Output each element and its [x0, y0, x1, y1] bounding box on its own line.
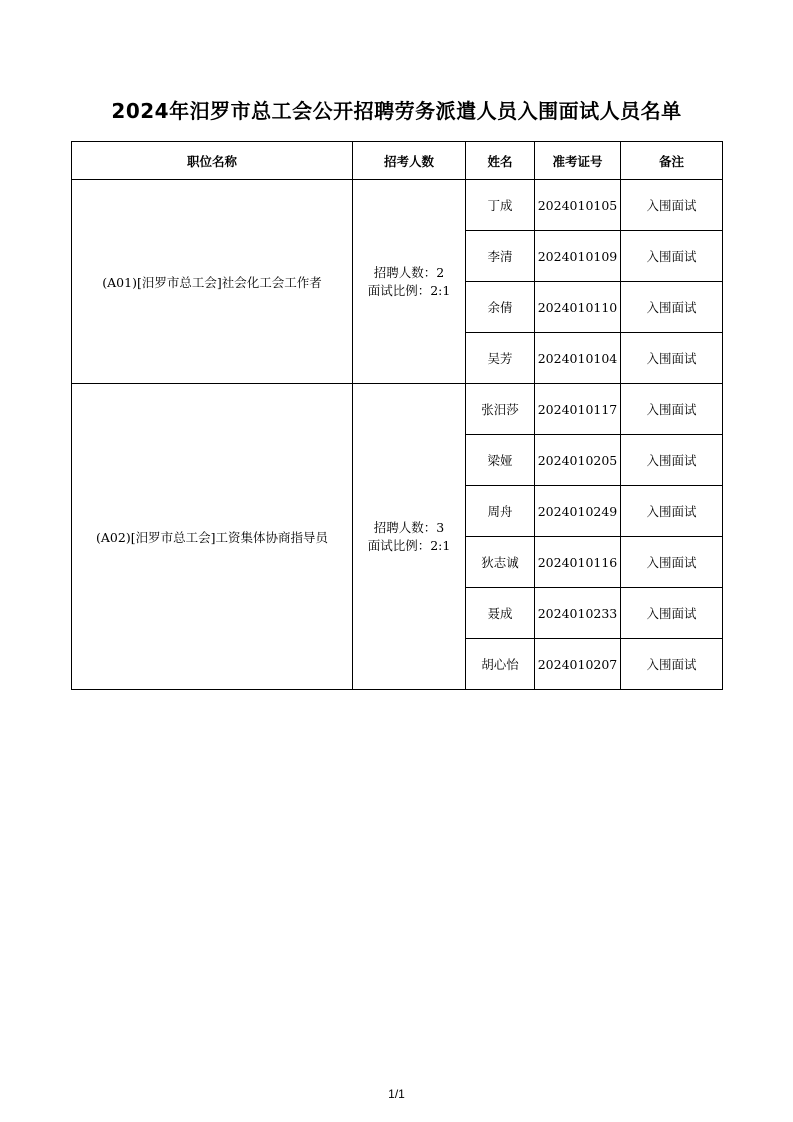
header-quota: 招考人数 — [353, 142, 466, 180]
header-position: 职位名称 — [72, 142, 353, 180]
exam-id: 2024010109 — [535, 231, 621, 282]
header-name: 姓名 — [466, 142, 535, 180]
exam-id: 2024010110 — [535, 282, 621, 333]
position-cell: (A01)[汨罗市总工会]社会化工会工作者 — [72, 180, 353, 384]
remark: 入围面试 — [621, 486, 723, 537]
candidate-name: 梁娅 — [466, 435, 535, 486]
quota-count: 招聘人数：2 — [373, 264, 445, 280]
candidate-name: 吴芳 — [466, 333, 535, 384]
candidate-name: 聂成 — [466, 588, 535, 639]
table-header-row — [72, 142, 723, 180]
candidate-table — [71, 141, 723, 690]
exam-id: 2024010249 — [535, 486, 621, 537]
exam-id: 2024010105 — [535, 180, 621, 231]
exam-id: 2024010205 — [535, 435, 621, 486]
quota-cell — [353, 180, 466, 384]
remark: 入围面试 — [621, 180, 723, 231]
header-exam-id: 准考证号 — [535, 142, 621, 180]
remark: 入围面试 — [621, 333, 723, 384]
page-number: 1/1 — [388, 1087, 405, 1101]
exam-id: 2024010233 — [535, 588, 621, 639]
remark: 入围面试 — [621, 435, 723, 486]
candidate-name: 张汨莎 — [466, 384, 535, 435]
quota-count: 招聘人数：3 — [373, 519, 445, 535]
remark: 入围面试 — [621, 639, 723, 690]
page-title: 2024年汨罗市总工会公开招聘劳务派遣人员入围面试人员名单 — [111, 99, 682, 123]
remark: 入围面试 — [621, 537, 723, 588]
quota-cell — [353, 384, 466, 690]
remark: 入围面试 — [621, 282, 723, 333]
remark: 入围面试 — [621, 588, 723, 639]
exam-id: 2024010117 — [535, 384, 621, 435]
candidate-name: 余倩 — [466, 282, 535, 333]
candidate-name: 周舟 — [466, 486, 535, 537]
remark: 入围面试 — [621, 231, 723, 282]
exam-id: 2024010207 — [535, 639, 621, 690]
candidate-name: 丁成 — [466, 180, 535, 231]
candidate-name: 狄志诚 — [466, 537, 535, 588]
exam-id: 2024010104 — [535, 333, 621, 384]
exam-id: 2024010116 — [535, 537, 621, 588]
table-row — [72, 180, 723, 231]
remark: 入围面试 — [621, 384, 723, 435]
header-remark: 备注 — [621, 142, 723, 180]
interview-ratio: 面试比例：2:1 — [367, 282, 451, 298]
position-cell: (A02)[汨罗市总工会]工资集体协商指导员 — [72, 384, 353, 690]
table-row — [72, 384, 723, 435]
candidate-name: 胡心怡 — [466, 639, 535, 690]
candidate-name: 李清 — [466, 231, 535, 282]
interview-ratio: 面试比例：2:1 — [367, 537, 451, 553]
